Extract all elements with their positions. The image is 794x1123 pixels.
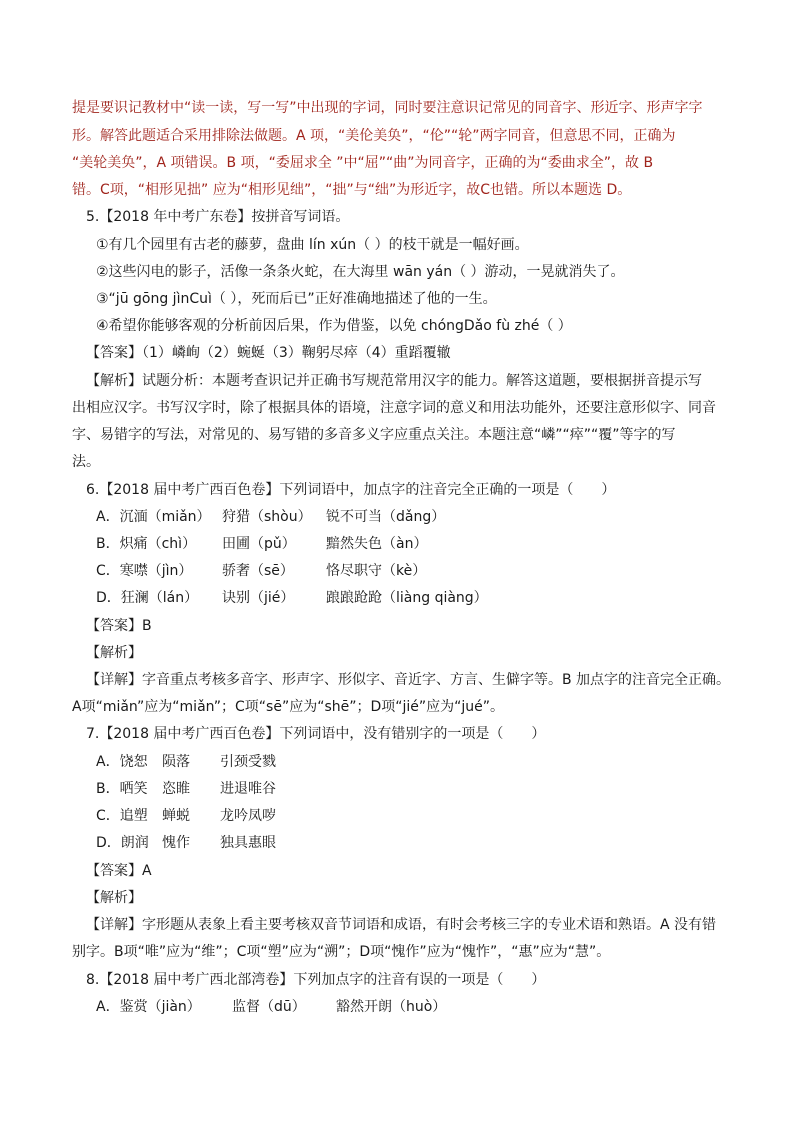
option-word: 锐不可当（dǎng） xyxy=(326,509,446,525)
analysis-text-line: 提是要识记教材中“读一读，写一写”中出现的字词，同时要注意识记常见的同音字、形近字、形声字字 xyxy=(72,100,703,116)
question-7-option-b xyxy=(96,779,756,799)
option-word: B．炽痛（chì） xyxy=(96,536,197,552)
question-7-title: 7.【2018 届中考广西百色卷】下列词语中，没有错别字的一项是（ ） xyxy=(86,726,546,742)
question-8-title: 8.【2018 届中考广西北部湾卷】下列加点字的注音有误的一项是（ ） xyxy=(86,972,546,988)
question-7-answer: 【答案】A xyxy=(86,863,152,879)
option-word: 骄奢（sē） xyxy=(222,563,294,579)
option-word: 陨落 xyxy=(162,754,190,770)
option-word: 愧作 xyxy=(162,835,190,851)
question-8-option-a xyxy=(96,997,756,1017)
question-6-option-b xyxy=(96,534,756,554)
question-5-item: ①有几个园里有古老的藤萝，盘曲 lín xún（ ）的枝干就是一幅好画。 xyxy=(96,237,529,253)
option-word: B．哂笑 xyxy=(96,781,148,797)
option-word: D．朗润 xyxy=(96,835,149,851)
analysis-text-line: 形。解答此题适合采用排除法做题。A 项，“美伦美奂”，“伦”“轮”两字同音，但意思不同，正确为 xyxy=(72,128,676,144)
analysis-text-line: 错。C项，“相形见拙” 应为“相形见绌”，“拙”与“绌”为形近字，故C也错。所以本题选 D。 xyxy=(72,182,632,198)
option-word: C．寒噤（jìn） xyxy=(96,563,193,579)
option-word: A．饶恕 xyxy=(96,754,148,770)
option-word: 诀别（jié） xyxy=(222,590,295,606)
question-5-analysis: 【解析】试题分析：本题考查识记并正确书写规范常用汉字的能力。解答这道题，要根据拼音提示写 xyxy=(86,373,702,389)
question-5-item: ③“jū gōng jìnCuì（ ），死而后已”正好准确地描述了他的一生。 xyxy=(96,291,497,307)
question-5-item: ④希望你能够客观的分析前因后果，作为借鉴，以免 chóngDǎo fù zhé（ ） xyxy=(96,318,572,334)
option-word: 黯然失色（àn） xyxy=(326,536,428,552)
option-word: 恪尽职守（kè） xyxy=(326,563,427,579)
question-7-option-d xyxy=(96,833,756,853)
question-5-analysis: 字、易错字的写法，对常见的、易写错的多音多义字应重点关注。本题注意“嶙”“瘁”“覆”等字的写 xyxy=(72,427,676,443)
question-5-title: 5.【2018 年中考广东卷】按拼音写词语。 xyxy=(86,209,350,225)
question-6-title: 6.【2018 届中考广西百色卷】下列词语中，加点字的注音完全正确的一项是（ ） xyxy=(86,482,616,498)
option-word: 进退唯谷 xyxy=(220,781,276,797)
option-word: 田圃（pǔ） xyxy=(222,536,296,552)
question-5-item: ②这些闪电的影子，活像一条条火蛇，在大海里 wān yán（ ）游动，一晃就消失了。 xyxy=(96,264,625,280)
option-word: A．鉴赏（jiàn） xyxy=(96,999,201,1015)
question-7-detail: 【详解】字形题从表象上看主要考核双音节词语和成语，有时会考核三字的专业术语和熟语。A 没有错 xyxy=(86,917,717,933)
option-word: 蝉蜕 xyxy=(162,808,190,824)
question-7-analysis-label: 【解析】 xyxy=(86,890,142,906)
option-word: 监督（dū） xyxy=(232,999,306,1015)
question-6-detail: A项“miǎn”应为“miǎn”；C项“sē”应为“shē”；D项“jié”应为“jué”。 xyxy=(72,699,505,715)
question-5-answer: 【答案】（1）嶙峋（2）蜿蜒（3）鞠躬尽瘁（4）重蹈覆辙 xyxy=(86,345,451,361)
option-word: 踉踉跄跄（liàng qiàng） xyxy=(326,590,488,606)
question-6-detail: 【详解】字音重点考核多音字、形声字、形似字、音近字、方言、生僻字等。B 加点字的注音完全正确。 xyxy=(86,672,731,688)
question-7-option-a xyxy=(96,752,756,772)
analysis-text-line: “美轮美奂”，A 项错误。B 项，“委屈求全 ”中“屈”“曲”为同音字，正确的为“委曲求全”，故 B xyxy=(72,155,654,171)
question-6-option-d xyxy=(96,588,756,608)
question-7-detail: 别字。B项“唯”应为“维”；C项“塑”应为“溯”；D项“愧作”应为“愧怍”，“惠”应为“慧”。 xyxy=(72,944,611,960)
option-word: 狩猎（shòu） xyxy=(222,509,312,525)
option-word: D．狂澜（lán） xyxy=(96,590,199,606)
option-word: 引颈受戮 xyxy=(220,754,276,770)
question-5-analysis: 法。 xyxy=(72,454,100,470)
question-6-analysis-label: 【解析】 xyxy=(86,645,142,661)
question-7-option-c xyxy=(96,806,756,826)
option-word: 恣睢 xyxy=(162,781,190,797)
question-6-option-c xyxy=(96,561,756,581)
question-5-analysis: 出相应汉字。书写汉字时，除了根据具体的语境，注意字词的意义和用法功能外，还要注意形似字、同音 xyxy=(72,400,716,416)
option-word: C．追塑 xyxy=(96,808,148,824)
question-6-answer: 【答案】B xyxy=(86,618,152,634)
option-word: 独具惠眼 xyxy=(220,835,276,851)
option-word: 豁然开朗（huò） xyxy=(336,999,447,1015)
question-6-option-a xyxy=(96,507,756,527)
option-word: A．沉湎（miǎn） xyxy=(96,509,211,525)
option-word: 龙吟凤哕 xyxy=(220,808,276,824)
